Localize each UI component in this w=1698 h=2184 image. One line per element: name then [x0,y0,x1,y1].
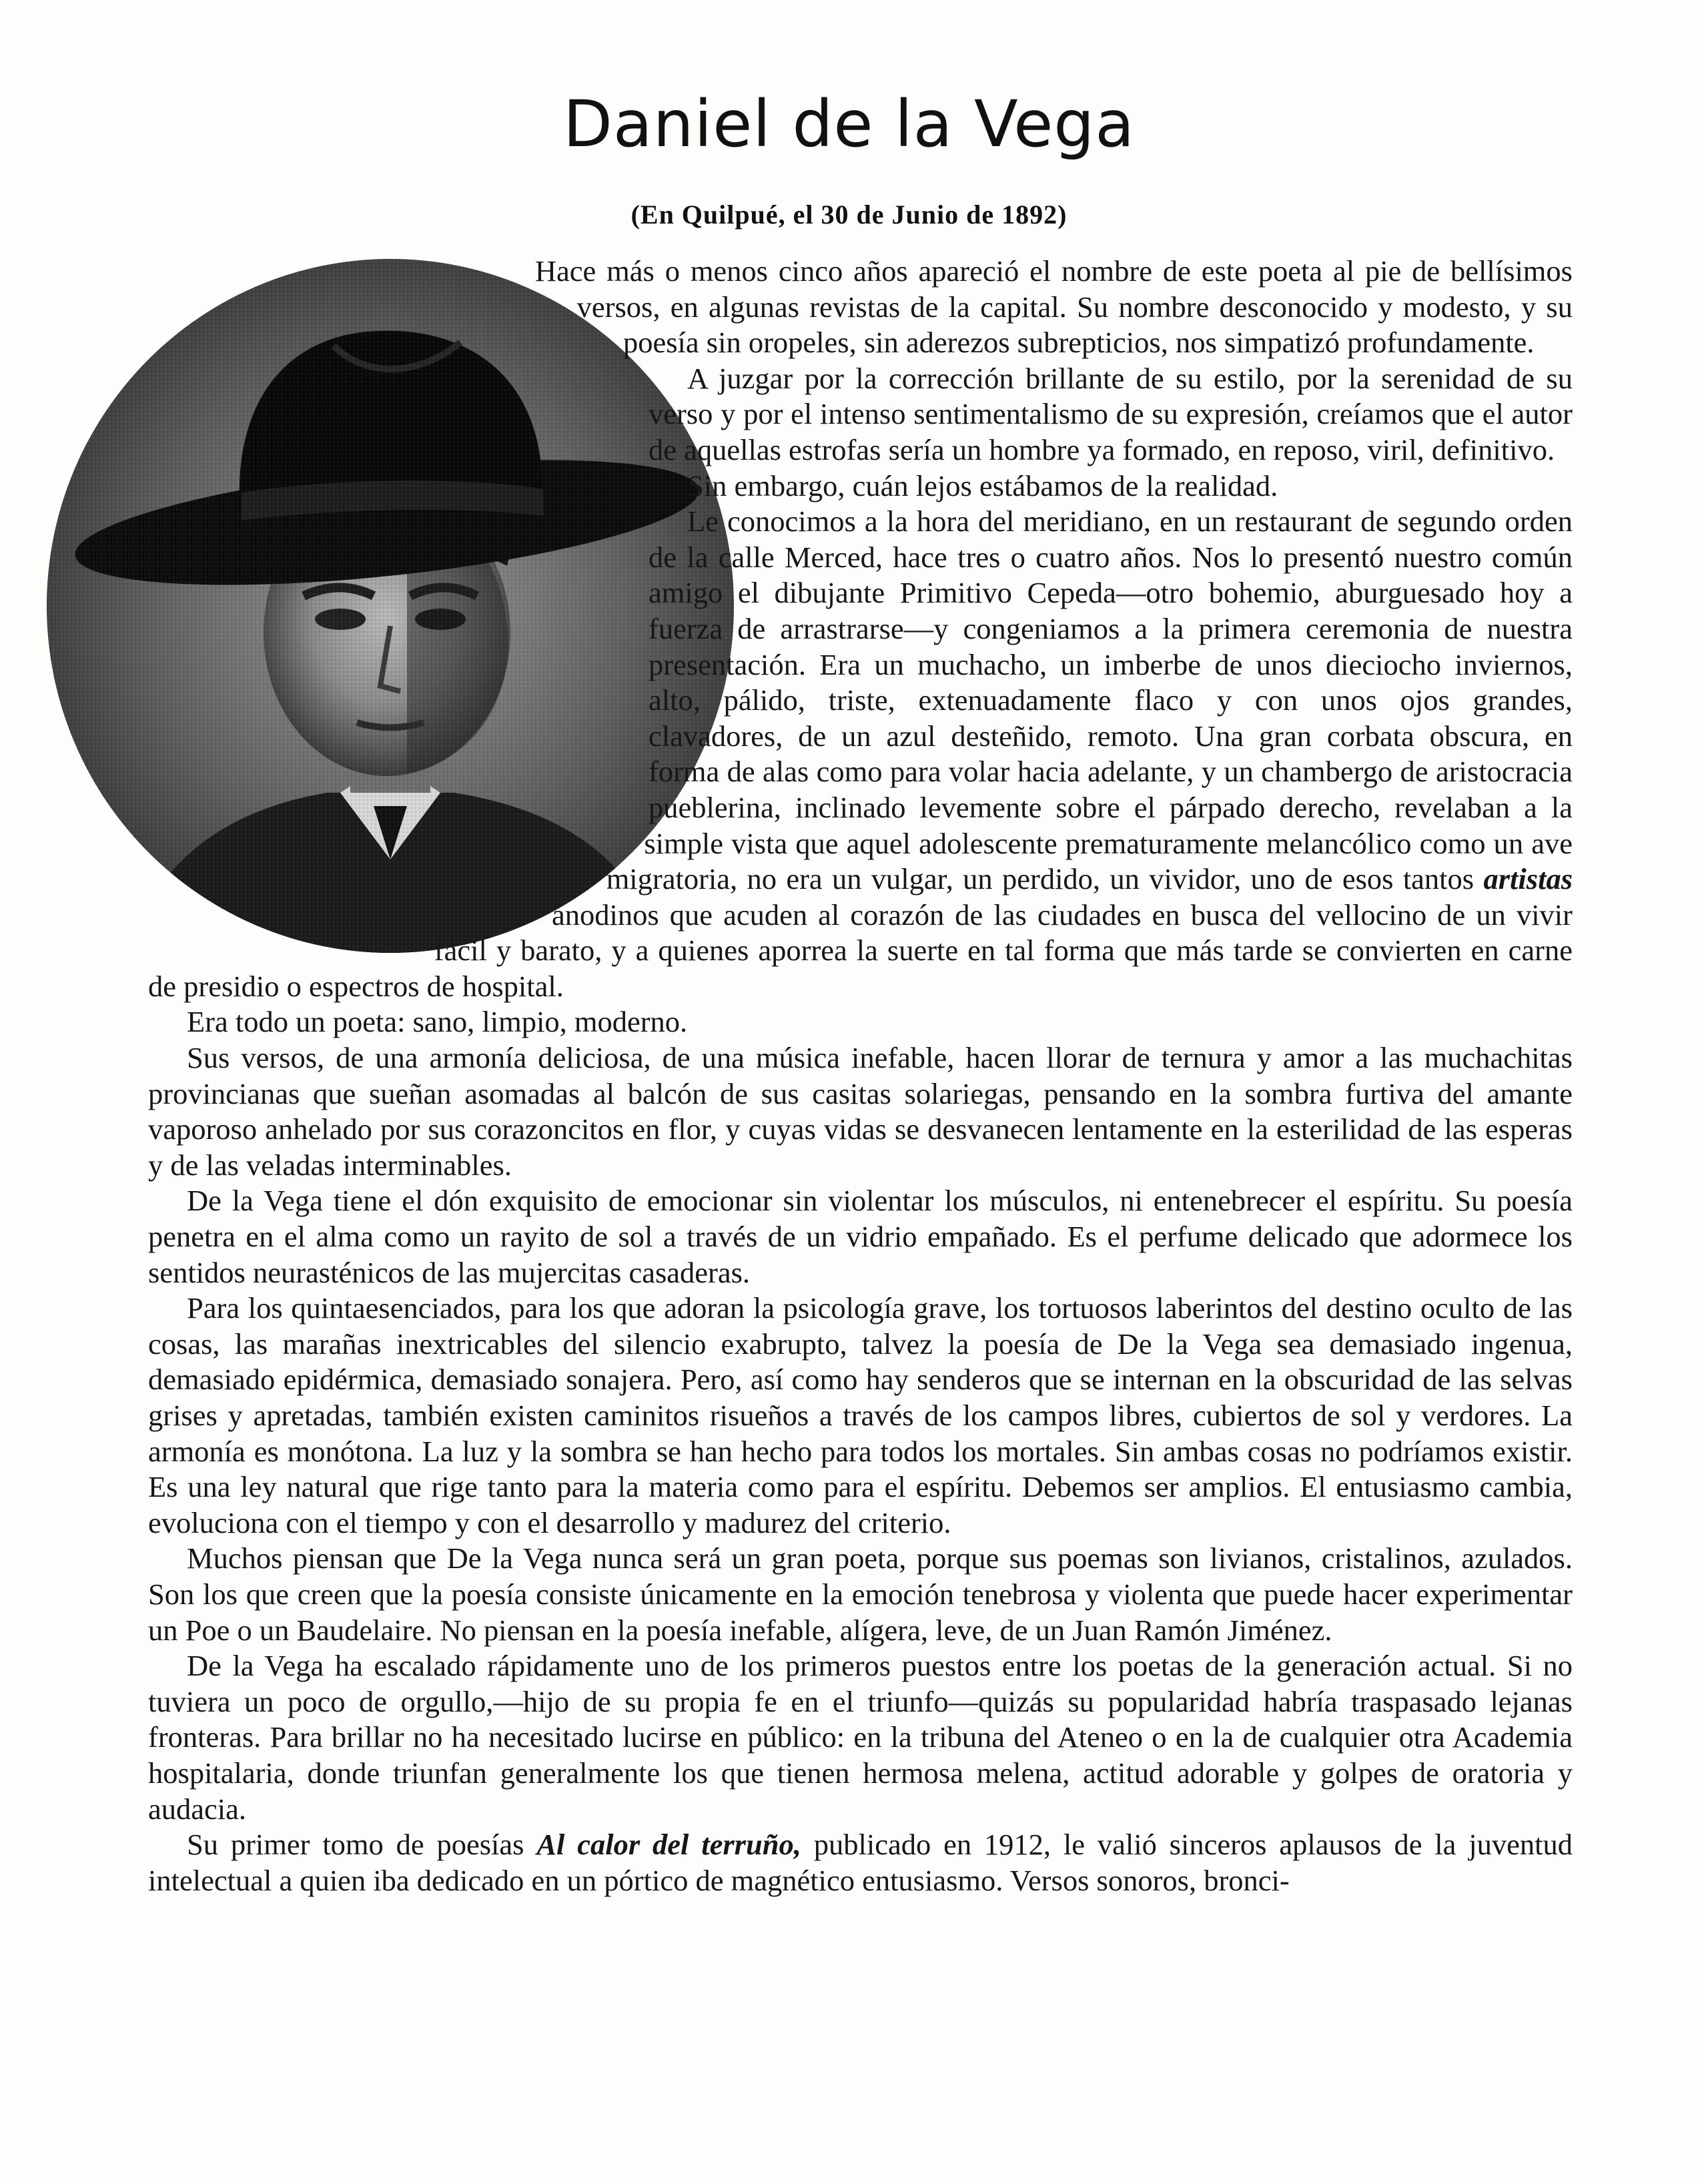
paragraph: Era todo un poeta: sano, limpio, moderno. [187,1005,688,1039]
paragraph: Para los quintaesenciados, para los que adoran la psicología grave, los tortuosos laberintos del destino oculto de las cosas, las marañas inextricables del silencio exabrupto, talvez la poesía de De la Vega sea demasiado ingenua, demasiado epidérmica, demasiado sonajera. Pero, así como hay senderos que se internan en la obscuridad de las selvas grises y apretadas, también existen caminitos risueños a través de los campos libres, cubiertos de sol y verdores. La armonía es monótona. La luz y la sombra se han hecho para todos los mortales. Sin ambas cosas no podríamos existir. Es una ley natural que rige tanto para la materia como para el espíritu. Debemos ser amplios. El entusiasmo cambia, evoluciona con el tiempo y con el desarrollo y madurez del criterio. [148,1291,1573,1539]
italic-term: artistas [1483,862,1573,896]
article-body [148,254,1573,1898]
paragraph: Sus versos, de una armonía deliciosa, de una música inefable, hacen llorar de ternura y amor a las muchachitas provincianas que sueñan asomadas al balcón de sus casitas solariegas, pensando en la sombra furtiva del amante vaporoso anhelado por sus corazoncitos en flor, y cuyas vidas se desvanecen lentamente en la esterilidad de las esperas y de las veladas interminables. [148,1041,1573,1182]
paragraph-text: Su primer tomo de poesías [187,1828,524,1862]
paragraph: Hace más o menos cinco años apareció el nombre de este poeta al pie de bellísimos versos, en algunas revistas de la capital. Su nombre desconocido y modesto, y su poesía sin oropeles, sin aderezos subrepticios, nos simpatizó profundamente. [534,254,1573,360]
paragraph: A juzgar por la corrección brillante de su estilo, por la serenidad de su verso y por el intenso sentimentalismo de su expresión, creíamos que el autor de aquellas estrofas sería un hombre ya formado, en reposo, viril, definitivo. [649,361,1573,466]
paragraph: De la Vega tiene el dón exquisito de emocionar sin violentar los músculos, ni entenebrecer el espíritu. Su poesía penetra en el alma como un rayito de sol a través de un vidrio empañado. Es el perfume delicado que adormece los sentidos neurasténicos de las mujercitas casaderas. [148,1184,1573,1289]
paragraph-text: anodinos que acuden al corazón de las ciudades en busca del vellocino de un vivir fácil y barato, y a quienes aporrea la suerte en tal forma que más tarde se convierten en carne de presidio o espectros de hospital. [148,897,1573,1003]
page-subtitle: (En Quilpué, el 30 de Junio de 1892) [630,200,1068,230]
paragraph: Sin embargo, cuán lejos estábamos de la realidad. [687,468,1278,502]
paragraph: Muchos piensan que De la Vega nunca será un gran poeta, porque sus poemas son livianos, cristalinos, azulados. Son los que creen que la poesía consiste únicamente en la emoción tenebrosa y violenta que puede hacer experimentar un Poe o un Baudelaire. No piensan en la poesía inefable, alígera, leve, de un Juan Ramón Jiménez. [148,1541,1573,1647]
page-title: Daniel de la Vega [562,87,1136,161]
paragraph-text: publicado en 1912, le valió sinceros aplausos de la juventud intelectual a quien iba dedicado en un pórtico de magnético entusiasmo. Versos sonoros, bronci- [148,1828,1573,1897]
paragraph: De la Vega ha escalado rápidamente uno de los primeros puestos entre los poetas de la generación actual. Si no tuviera un poco de orgullo,—hijo de su propia fe en el triunfo—quizás su popularidad habría traspasado lejanas fronteras. Para brillar no ha necesitado lucirse en público: en la tribuna del Ateneo o en la de cualquier otra Academia hospitalaria, donde triunfan generalmente los que tienen hermosa melena, actitud adorable y golpes de oratoria y audacia. [148,1649,1573,1826]
portrait-wrap [45,254,649,954]
paragraph-text: Le conocimos a la hora del meridiano, en un restaurant de segundo orden de la calle Merced, hace tres o cuatro años. Nos lo presentó nuestro común amigo el dibujante Primitivo Cepeda—otro bohemio, aburguesado hoy a fuerza de arrastrarse—y congeniamos a la primera ceremonia de nuestra presentación. Era un muchacho, un imberbe de unos dieciocho inviernos, alto, pálido, triste, extenuadamente flaco y con unos ojos grandes, clavadores, de un azul desteñido, remoto. Una gran corbata obscura, en forma de alas como para volar hacia adelante, y un chambergo de aristocracia pueblerina, inclinado levemente sobre el párpado derecho, revelaban a la simple vista que aquel adolescente prematuramente melancólico como un ave migratoria, no era un vulgar, un perdido, un vividor, uno de esos tantos [606,504,1573,896]
book-title: Al calor del terruño, [536,1828,801,1862]
paragraph [148,1827,1573,1898]
